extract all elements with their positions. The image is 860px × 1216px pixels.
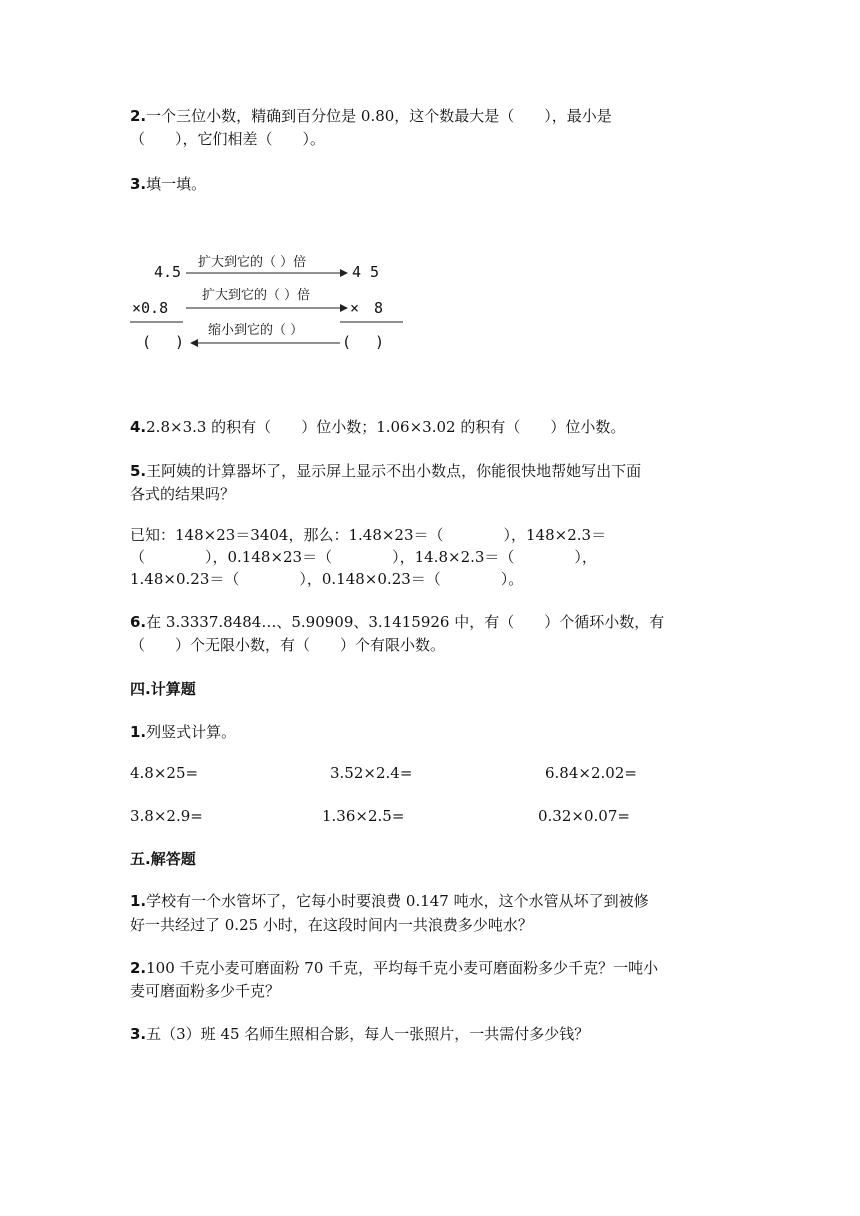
calc-item: 0.32×0.07=: [538, 807, 630, 825]
q2-text-1: 一个三位小数，精确到百分位是 0.80，这个数最大是（ ），最小是: [146, 107, 612, 125]
left-bottom-blank: ( ): [142, 333, 185, 351]
calc-item: 3.8×2.9=: [130, 807, 203, 825]
q2-line2: （ ），它们相差（ ）。: [130, 130, 326, 148]
arrow-2-label: 扩大到它的（ ）倍: [202, 288, 311, 303]
q5-line4: （ ），0.148×23＝（ ），14.8×2.3＝（ ），: [130, 548, 597, 566]
section5-title: 五.解答题: [130, 850, 196, 868]
arrow-3-head: [190, 339, 198, 347]
q5-line1: [130, 460, 641, 482]
q3-text: 填一填。: [146, 175, 207, 193]
s4-q1-line: [130, 721, 236, 743]
right-top-number: 4 5: [352, 263, 380, 281]
section4-title: 四.计算题: [130, 680, 196, 698]
q3-number: 3.: [130, 175, 147, 193]
fill-in-diagram: [128, 250, 418, 360]
q6-line1: [130, 611, 664, 633]
q5-text-1: 王阿姨的计算器坏了，显示屏上显示不出小数点，你能很快地帮她写出下面: [146, 462, 642, 480]
s5-q1-text-1: 学校有一个水管坏了，它每小时要浪费 0.147 吨水，这个水管从坏了到被修: [146, 892, 649, 910]
s4-q1-text: 列竖式计算。: [146, 723, 237, 741]
s5-q1-line1: [130, 890, 649, 912]
s5-q3-text: 五（3）班 45 名师生照相合影，每人一张照片，一共需付多少钱？: [146, 1025, 590, 1043]
q4-number: 4.: [130, 418, 147, 436]
arrow-1-head: [340, 269, 348, 277]
q6-line2: （ ）个无限小数，有（ ）个有限小数。: [130, 636, 446, 654]
left-top-number: 4.5: [154, 263, 182, 281]
q6-text-1: 在 3.3337.8484…、5.90909、3.1415926 中，有（ ）个循环小数，有: [146, 613, 665, 631]
arrow-3-label: 缩小到它的（ ）: [208, 323, 304, 338]
right-mid-number: × 8: [350, 299, 384, 317]
q5-line3: 已知：148×23＝3404，那么：1.48×23＝（ ），148×2.3＝: [130, 526, 607, 544]
q3-line: [130, 173, 206, 195]
s5-q3-line: [130, 1023, 589, 1045]
s4-q1-number: 1.: [130, 723, 147, 741]
q5-number: 5.: [130, 462, 147, 480]
arrow-1-label: 扩大到它的（ ）倍: [198, 255, 307, 270]
left-mid-number: ×0.8: [132, 299, 169, 317]
q2-line1: [130, 105, 612, 127]
s5-q3-number: 3.: [130, 1025, 147, 1043]
q6-number: 6.: [130, 613, 147, 631]
q5-line5: 1.48×0.23＝（ ），0.148×0.23＝（ ）。: [130, 570, 524, 588]
q4-line: [130, 416, 625, 438]
s5-q2-line2: 麦可磨面粉多少千克？: [130, 982, 281, 1000]
s5-q2-text-1: 100 千克小麦可磨面粉 70 千克，平均每千克小麦可磨面粉多少千克？一吨小: [146, 959, 659, 977]
q2-number: 2.: [130, 107, 147, 125]
arrow-2-head: [340, 304, 348, 312]
s5-q1-number: 1.: [130, 892, 147, 910]
calc-item: 3.52×2.4=: [330, 764, 413, 782]
calc-item: 4.8×25=: [130, 764, 199, 782]
s5-q2-line1: [130, 957, 658, 979]
s5-q2-number: 2.: [130, 959, 147, 977]
right-bottom-blank: ( ): [342, 333, 385, 351]
calc-item: 6.84×2.02=: [545, 764, 637, 782]
q5-line2: 各式的结果吗？: [130, 485, 236, 503]
s5-q1-line2: 好一共经过了 0.25 小时，在这段时间内一共浪费多少吨水？: [130, 916, 533, 934]
q4-text: 2.8×3.3 的积有（ ）位小数；1.06×3.02 的积有（ ）位小数。: [146, 418, 626, 436]
calc-item: 1.36×2.5=: [322, 807, 405, 825]
